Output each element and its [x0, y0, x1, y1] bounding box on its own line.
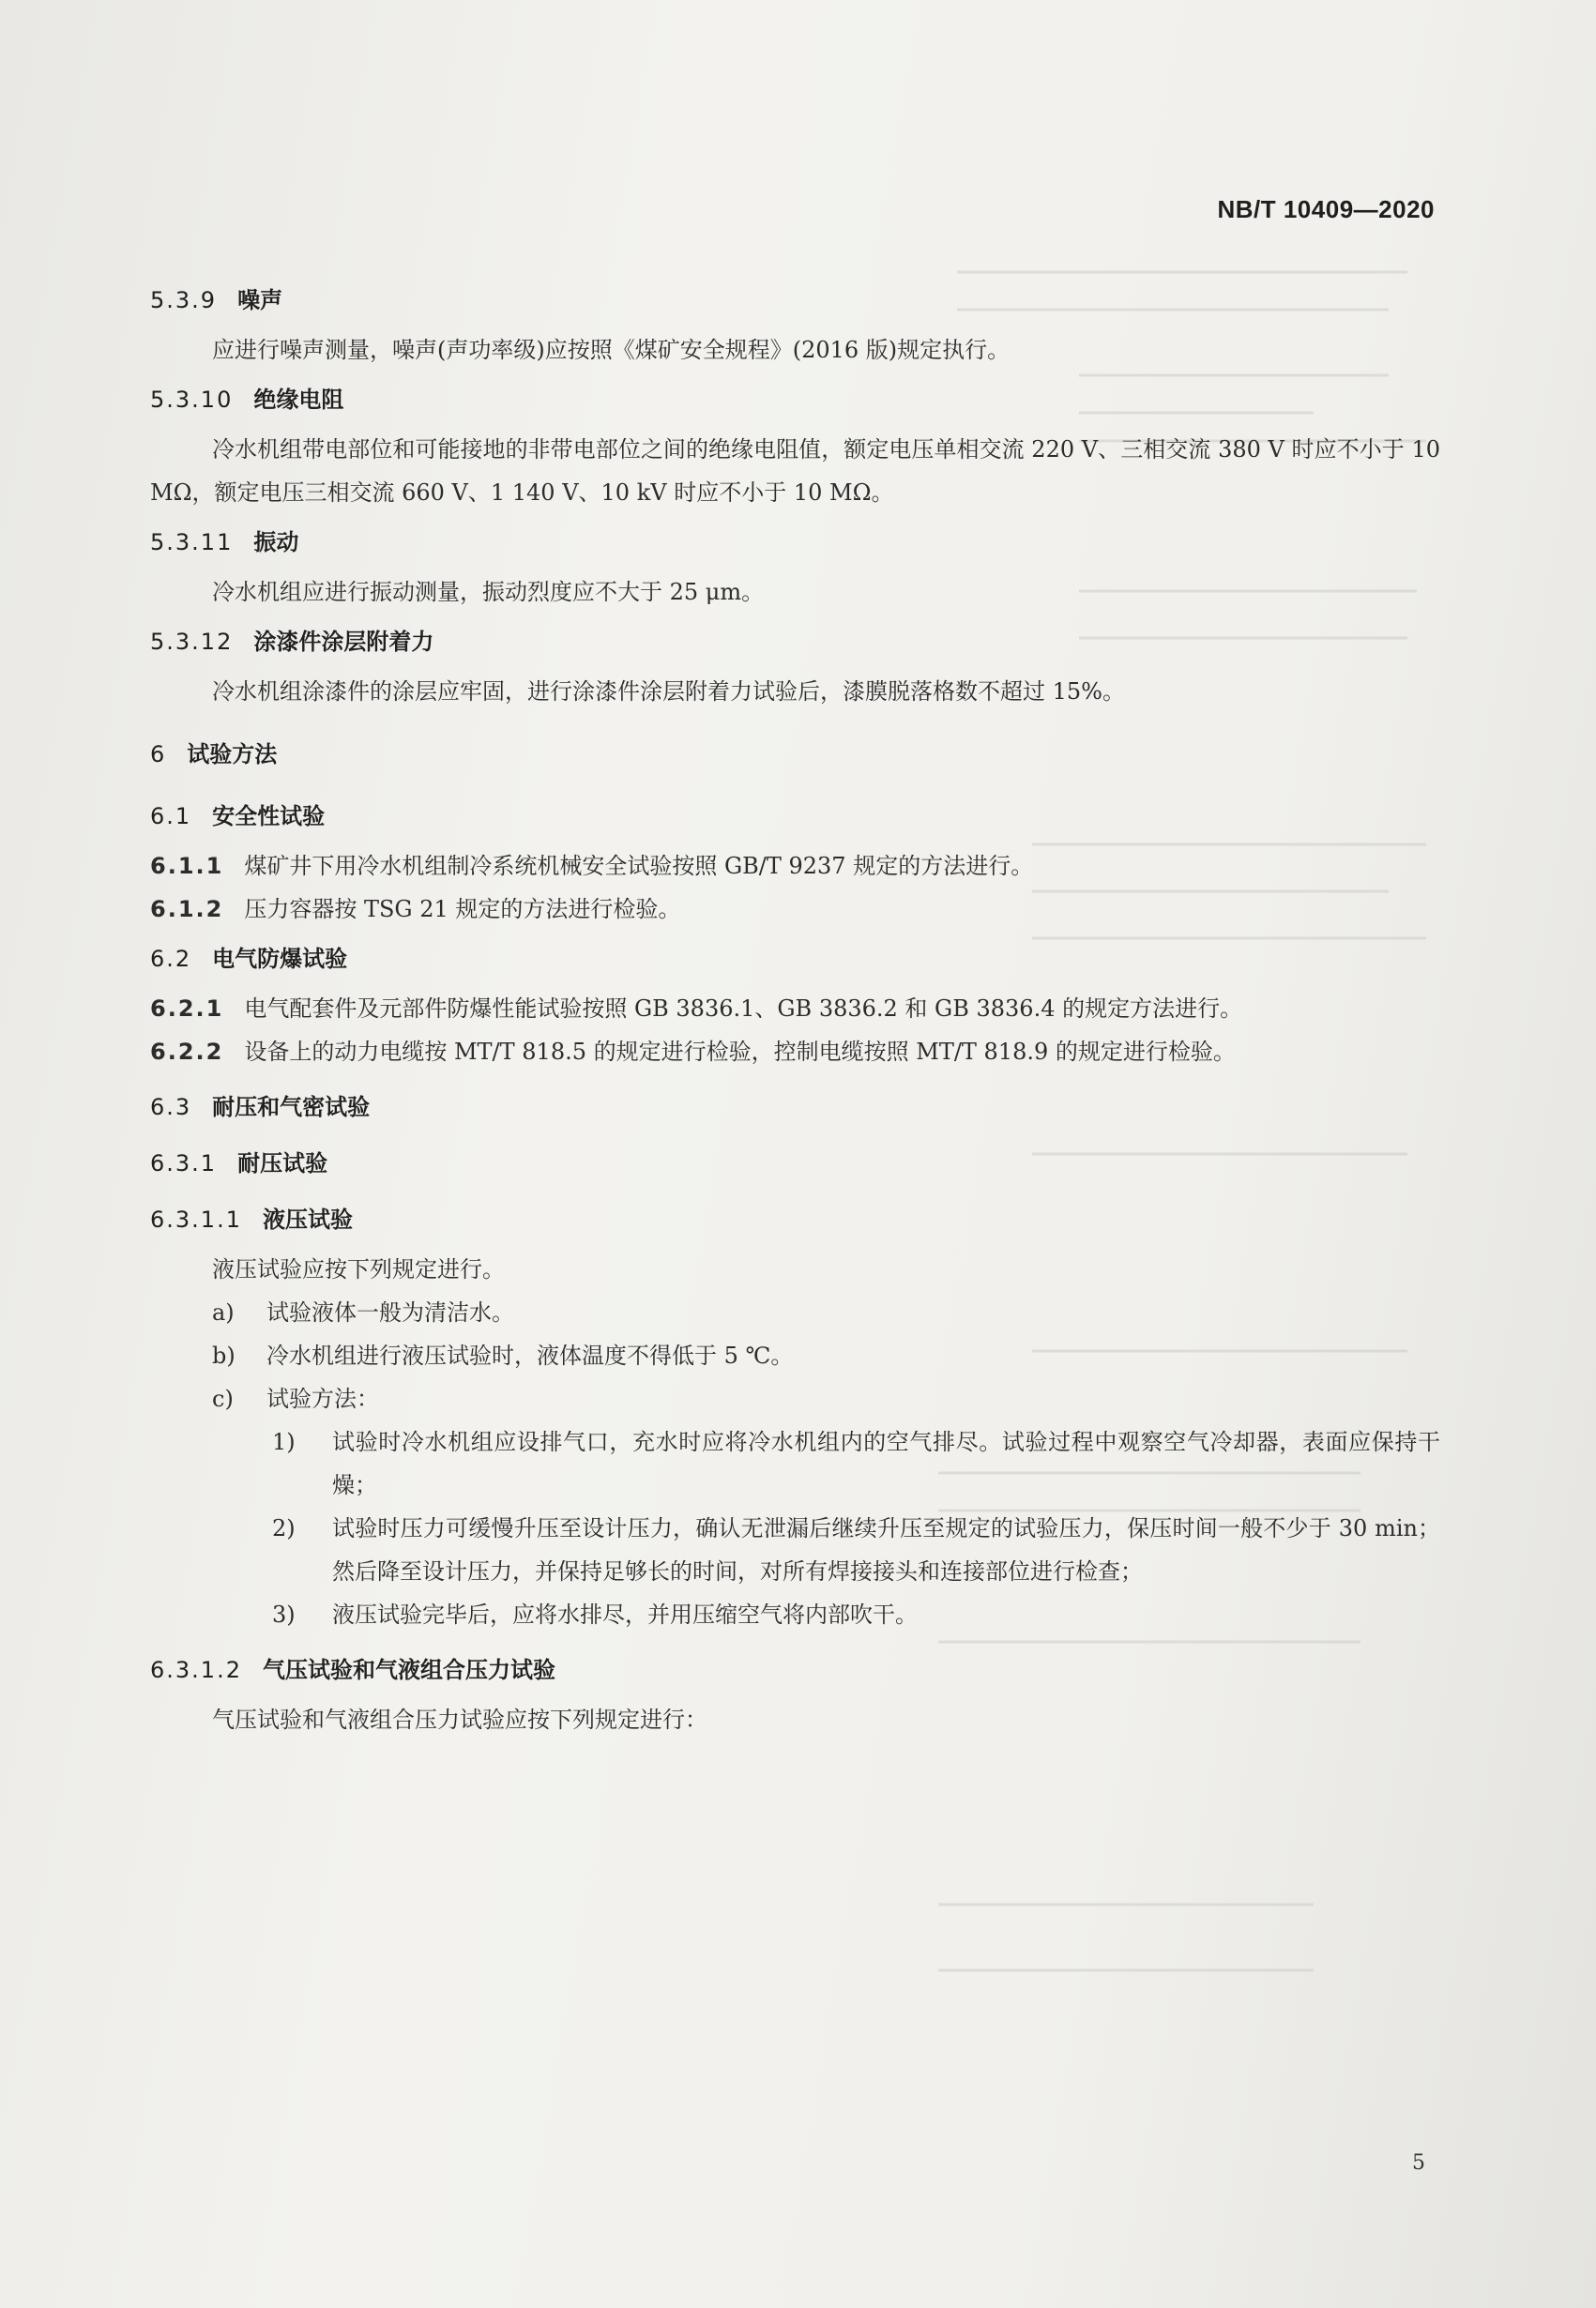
section-number: 6.3.1.1: [150, 1207, 242, 1233]
section-number: 5.3.9: [150, 287, 218, 313]
clause-text: 设备上的动力电缆按 MT/T 818.5 的规定进行检验，控制电缆按照 MT/T 818.9 的规定进行检验。: [244, 1039, 1236, 1065]
paragraph: 冷水机组带电部位和可能接地的非带电部位之间的绝缘电阻值，额定电压单相交流 220 V、三相交流 380 V 时应不小于 10 MΩ，额定电压三相交流 660 V、1 140 V、10 kV 时应不小于 10 MΩ。: [150, 436, 1440, 506]
clause-text: 压力容器按 TSG 21 规定的方法进行检验。: [244, 896, 681, 922]
document-body: [150, 272, 1440, 1741]
section-heading-6-3-1-1: [150, 1192, 1440, 1248]
section-heading-5-3-10: [150, 372, 1440, 428]
clause-number: 6.2.2: [150, 1039, 224, 1065]
section-title: 试验方法: [187, 741, 278, 767]
section-number: 6.3.1: [150, 1150, 218, 1177]
list-marker: b): [212, 1343, 236, 1369]
list-item: [150, 1377, 1440, 1420]
clause-number: 6.1.2: [150, 896, 224, 922]
sub-list-item: [150, 1420, 1440, 1507]
clause-text: 煤矿井下用冷水机组制冷系统机械安全试验按照 GB/T 9237 规定的方法进行。: [244, 853, 1034, 879]
paragraph: 冷水机组涂漆件的涂层应牢固，进行涂漆件涂层附着力试验后，漆膜脱落格数不超过 15%。: [212, 678, 1125, 705]
section-heading-6-3: [150, 1079, 1440, 1135]
section-number: 5.3.12: [150, 629, 234, 655]
section-number: 6: [150, 741, 167, 767]
paragraph: 应进行噪声测量，噪声(声功率级)应按照《煤矿安全规程》(2016 版)规定执行。: [212, 337, 1011, 363]
section-title: 绝缘电阻: [253, 387, 344, 413]
list-marker: 3): [272, 1602, 296, 1628]
section-number: 6.3.1.2: [150, 1657, 242, 1683]
list-text: 液压试验完毕后，应将水排尽，并用压缩空气将内部吹干。: [332, 1602, 918, 1628]
list-marker: a): [212, 1299, 235, 1326]
list-text: 试验方法：: [266, 1386, 379, 1412]
section-heading-6: [150, 726, 1440, 782]
paragraph: 液压试验应按下列规定进行。: [212, 1256, 505, 1283]
section-number: 6.1: [150, 803, 192, 829]
section-title: 耐压和气密试验: [212, 1094, 371, 1120]
paragraph: 冷水机组应进行振动测量，振动烈度应不大于 25 μm。: [212, 579, 765, 605]
paragraph: 气压试验和气液组合压力试验应按下列规定进行：: [212, 1707, 707, 1733]
section-title: 电气防爆试验: [212, 946, 348, 972]
clause-6-2-2: [150, 1030, 1440, 1073]
sub-list-item: [150, 1507, 1440, 1593]
section-number: 6.3: [150, 1094, 192, 1120]
clause-6-1-1: [150, 844, 1440, 888]
clause-number: 6.2.1: [150, 995, 224, 1022]
list-marker: 1): [272, 1429, 296, 1455]
section-heading-6-2: [150, 931, 1440, 987]
section-title: 气压试验和气液组合压力试验: [262, 1657, 555, 1683]
section-number: 6.2: [150, 946, 192, 972]
clause-6-1-2: [150, 888, 1440, 931]
section-title: 安全性试验: [212, 803, 326, 829]
section-heading-6-3-1: [150, 1135, 1440, 1192]
section-heading-6-1: [150, 788, 1440, 844]
section-heading-6-3-1-2: [150, 1642, 1440, 1698]
section-heading-5-3-9: [150, 272, 1440, 328]
section-title: 噪声: [237, 287, 283, 313]
sub-list-item: [150, 1593, 1440, 1636]
section-number: 5.3.11: [150, 529, 234, 555]
clause-number: 6.1.1: [150, 853, 224, 879]
list-marker: 2): [272, 1515, 296, 1541]
list-text: 冷水机组进行液压试验时，液体温度不得低于 5 ℃。: [266, 1343, 794, 1369]
list-item: [150, 1291, 1440, 1334]
section-title: 耐压试验: [237, 1150, 328, 1177]
list-item: [150, 1334, 1440, 1377]
section-title: 振动: [253, 529, 299, 555]
section-heading-5-3-12: [150, 614, 1440, 670]
clause-6-2-1: [150, 987, 1440, 1030]
section-heading-5-3-11: [150, 514, 1440, 570]
list-text: 试验时冷水机组应设排气口，充水时应将冷水机组内的空气排尽。试验过程中观察空气冷却器，表面应保持干燥；: [332, 1429, 1440, 1498]
page-number: 5: [1412, 2151, 1425, 2175]
list-text: 试验时压力可缓慢升压至设计压力，确认无泄漏后继续升压至规定的试验压力，保压时间一般不少于 30 min；然后降至设计压力，并保持足够长的时间，对所有焊接接头和连接部位进行检查；: [332, 1515, 1440, 1585]
list-marker: c): [212, 1386, 234, 1412]
standard-code: NB/T 10409—2020: [1217, 195, 1435, 223]
list-text: 试验液体一般为清洁水。: [266, 1299, 514, 1326]
section-title: 液压试验: [262, 1207, 353, 1233]
section-title: 涂漆件涂层附着力: [253, 629, 434, 655]
section-number: 5.3.10: [150, 387, 234, 413]
clause-text: 电气配套件及元部件防爆性能试验按照 GB 3836.1、GB 3836.2 和 GB 3836.4 的规定方法进行。: [244, 995, 1243, 1022]
